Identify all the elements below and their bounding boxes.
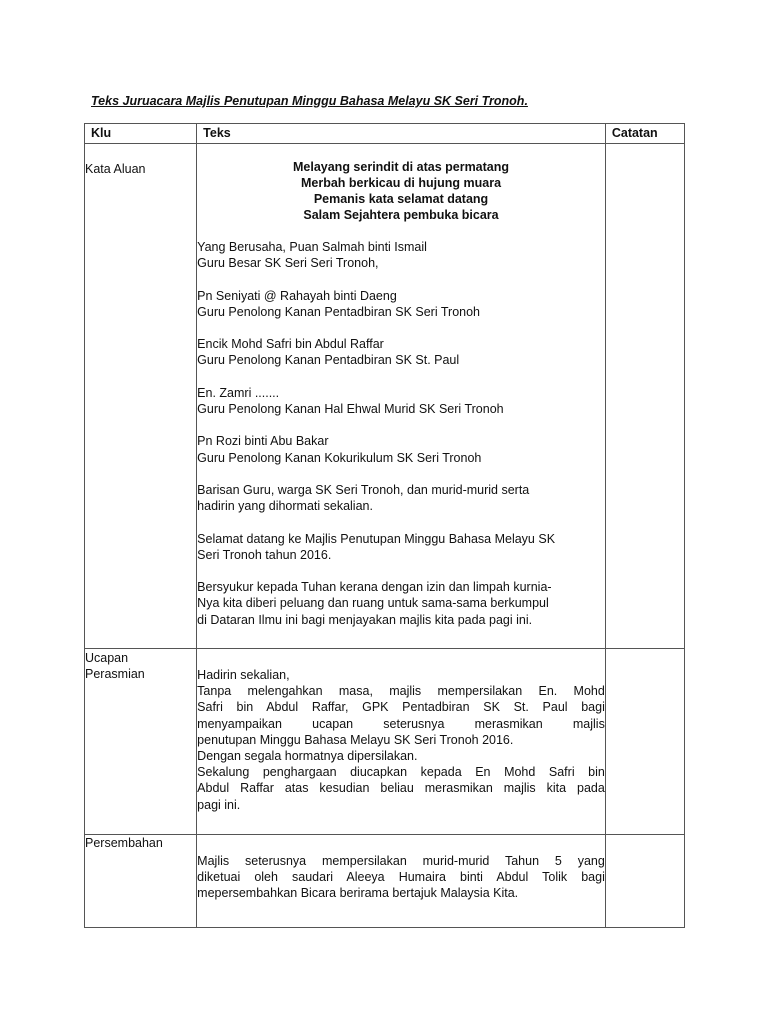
klu-label: Persembahan — [85, 836, 163, 850]
text-line: hadirin yang dihormati sekalian. — [197, 499, 373, 514]
opening-speech-text — [197, 667, 605, 813]
header-catatan: Catatan — [605, 124, 684, 144]
text-line: Seri Tronoh tahun 2016. — [197, 547, 332, 562]
catatan-cell — [605, 649, 684, 835]
pantun-verse — [197, 159, 605, 223]
text-line: Yang Berusaha, Puan Salmah binti Ismail — [197, 240, 427, 254]
text-line: menyampaikan ucapan seterusnya merasmikan majlis — [197, 716, 605, 731]
pantun-line: Salam Sejahtera pembuka bicara — [303, 208, 499, 222]
text-line: Majlis seterusnya mempersilakan murid-murid Tahun 5 yang — [197, 854, 605, 868]
text-line: Pn Seniyati @ Rahayah binti Daeng — [197, 288, 397, 303]
greeting-gpk-st-paul — [197, 336, 605, 369]
klu-cell — [85, 649, 197, 835]
text-line: mepersembahkan Bicara berirama bertajuk Malaysia Kita. — [197, 886, 519, 901]
text-line: Selamat datang ke Majlis Penutupan Minggu Bahasa Melayu SK — [197, 531, 556, 546]
text-line: Bersyukur kepada Tuhan kerana dengan izin dan limpah kurnia- — [197, 580, 552, 595]
text-line: Pn Rozi binti Abu Bakar — [197, 434, 329, 449]
performance-text — [197, 853, 605, 902]
klu-line: Perasmian — [85, 667, 145, 682]
gratitude-paragraph — [197, 579, 605, 628]
text-line: Abdul Raffar atas kesudian beliau merasmikan majlis kita pada — [197, 781, 605, 796]
pantun-line: Pemanis kata selamat datang — [313, 192, 489, 206]
table-row-kata-aluan — [85, 144, 685, 649]
script-table — [84, 123, 685, 928]
teks-cell — [197, 649, 606, 835]
pantun-line: Melayang serindit di atas permatang — [292, 160, 510, 174]
text-line: Barisan Guru, warga SK Seri Tronoh, dan murid-murid serta — [197, 482, 530, 497]
text-line: di Dataran Ilmu ini bagi menjayakan majlis kita pada pagi ini. — [197, 612, 533, 627]
text-line: penutupan Minggu Bahasa Melayu SK Seri Tronoh 2016. — [197, 732, 514, 747]
text-line: pagi ini. — [197, 797, 241, 812]
text-line: Guru Penolong Kanan Pentadbiran SK Seri Tronoh — [197, 304, 481, 319]
document-title: Teks Juruacara Majlis Penutupan Minggu Bahasa Melayu SK Seri Tronoh. — [91, 94, 528, 108]
text-line: En. Zamri ....... — [197, 385, 280, 400]
greeting-gpk-kokurikulum — [197, 433, 605, 466]
klu-cell — [85, 835, 197, 928]
greeting-barisan-guru — [197, 482, 605, 515]
pantun-line: Merbah berkicau di hujung muara — [300, 176, 502, 190]
text-line: Nya kita diberi peluang dan ruang untuk sama-sama berkumpul — [197, 596, 549, 611]
text-line: Guru Penolong Kanan Kokurikulum SK Seri Tronoh — [197, 450, 482, 465]
header-teks: Teks — [197, 124, 606, 144]
text-line: Tanpa melengahkan masa, majlis mempersilakan En. Mohd — [197, 684, 605, 699]
catatan-cell — [605, 835, 684, 928]
text-line: Hadirin sekalian, — [197, 668, 290, 682]
greeting-gpk-hem — [197, 385, 605, 418]
teks-cell — [197, 835, 606, 928]
klu-cell — [85, 144, 197, 649]
text-line: Guru Besar SK Seri Seri Tronoh, — [197, 256, 379, 271]
text-line: Dengan segala hormatnya dipersilakan. — [197, 749, 418, 764]
klu-line: Ucapan — [85, 651, 129, 665]
welcome-paragraph — [197, 531, 605, 564]
catatan-cell — [605, 144, 684, 649]
text-line: Safri bin Abdul Raffar, GPK Pentadbiran SK St. Paul bagi — [197, 700, 605, 715]
greeting-gpk-pentadbiran — [197, 288, 605, 321]
text-line: Sekalung penghargaan diucapkan kepada En Mohd Safri bin — [197, 765, 605, 780]
table-row-ucapan-perasmian — [85, 649, 685, 835]
text-line: Encik Mohd Safri bin Abdul Raffar — [197, 337, 384, 352]
klu-label: Kata Aluan — [85, 162, 146, 176]
text-line: Guru Penolong Kanan Pentadbiran SK St. Paul — [197, 353, 460, 368]
table-header-row — [85, 124, 685, 144]
table-row-persembahan — [85, 835, 685, 928]
greeting-guru-besar — [197, 239, 605, 272]
klu-label — [85, 650, 196, 682]
teks-cell — [197, 144, 606, 649]
header-klu: Klu — [85, 124, 197, 144]
text-line: diketuai oleh saudari Aleeya Humaira binti Abdul Tolik bagi — [197, 870, 605, 885]
text-line: Guru Penolong Kanan Hal Ehwal Murid SK Seri Tronoh — [197, 402, 504, 417]
